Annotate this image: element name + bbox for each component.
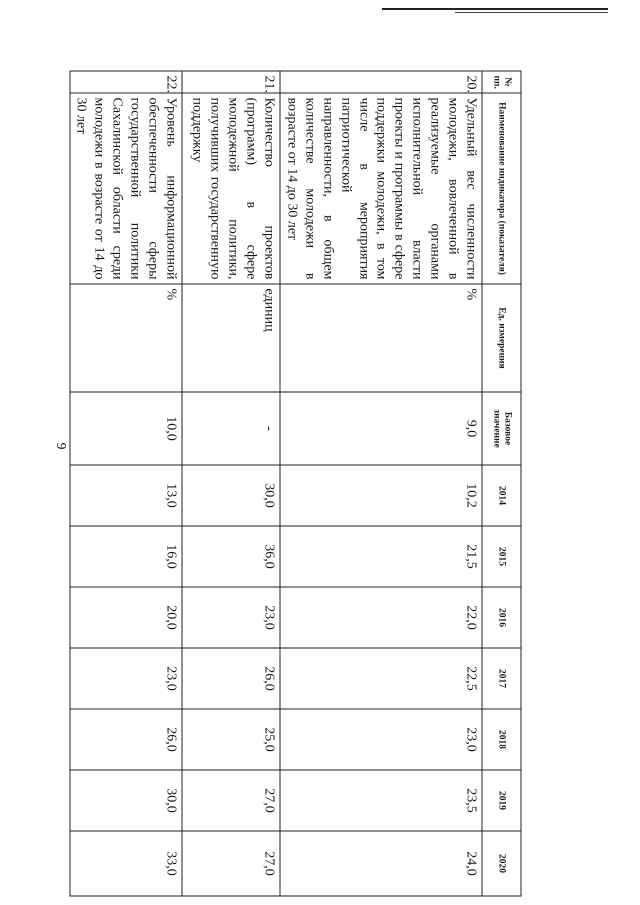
row-value-2015: 36,0 <box>182 526 280 587</box>
row-value-2016: 20,0 <box>69 587 181 648</box>
header-cell-2018: 2018 <box>482 709 521 770</box>
row-value-2019: 27,0 <box>182 770 280 831</box>
table-frame <box>73 70 521 895</box>
page-number: 9 <box>53 442 68 450</box>
header-cell-2019: 2019 <box>482 770 521 831</box>
row-value-2014: 30,0 <box>182 465 280 526</box>
header-row <box>482 71 521 896</box>
row-name: Количество проектов (программ) в сфере молодежной политики, получивших государственную поддержку <box>182 93 280 284</box>
row-value-2016: 23,0 <box>182 587 280 648</box>
row-value-2015: 16,0 <box>69 526 181 587</box>
row-value-2019: 30,0 <box>69 770 181 831</box>
row-value-2017: 26,0 <box>182 648 280 709</box>
header-rule-top <box>382 8 608 10</box>
row-name: Уровень информационной обеспеченности сферы государственной политики Сахалинской области среди молодежи в возрасте от 14 до 30 лет <box>69 93 181 284</box>
header-cell-2020: 2020 <box>482 831 521 896</box>
row-value-2019: 23,5 <box>280 770 482 831</box>
rotated-table-wrapper <box>73 70 521 895</box>
row-value-2016: 22,0 <box>280 587 482 648</box>
indicators-table <box>69 70 521 896</box>
row-value-2020: 33,0 <box>69 831 181 896</box>
row-base: - <box>182 392 280 465</box>
row-value-2014: 13,0 <box>69 465 181 526</box>
row-value-2015: 21,5 <box>280 526 482 587</box>
table-row <box>69 71 181 896</box>
row-num: 22. <box>69 71 181 93</box>
header-cell-2016: 2016 <box>482 587 521 648</box>
header-rule-bottom <box>455 12 608 13</box>
row-base: 9,0 <box>280 392 482 465</box>
row-value-2014: 10,2 <box>280 465 482 526</box>
row-num: 20. <box>280 71 482 93</box>
row-value-2018: 25,0 <box>182 709 280 770</box>
header-cell-name: Наименование индикатора (показателя) <box>482 93 521 284</box>
header-cell-2014: 2014 <box>482 465 521 526</box>
row-base: 10,0 <box>69 392 181 465</box>
table-row <box>182 71 280 896</box>
header-cell-2017: 2017 <box>482 648 521 709</box>
row-unit: % <box>69 284 181 392</box>
row-value-2020: 24,0 <box>280 831 482 896</box>
table-row <box>280 71 482 896</box>
row-value-2018: 23,0 <box>280 709 482 770</box>
row-value-2017: 23,0 <box>69 648 181 709</box>
header-cell-num: № пп. <box>482 71 521 93</box>
row-name: Удельный вес численности молодежи, вовлеченной в реализуемые органами исполнительной власти проекты и программы в сфере поддержки молодежи, в том числе в мероприятия патриотической направленности, в общем количестве молодежи в возрасте от 14 до 30 лет <box>280 93 482 284</box>
header-cell-unit: Ед. измерения <box>482 284 521 392</box>
header-cell-2015: 2015 <box>482 526 521 587</box>
header-cell-base: Базовое значение <box>482 392 521 465</box>
row-num: 21. <box>182 71 280 93</box>
row-unit: единиц <box>182 284 280 392</box>
row-value-2017: 22,5 <box>280 648 482 709</box>
row-value-2020: 27,0 <box>182 831 280 896</box>
row-unit: % <box>280 284 482 392</box>
row-value-2018: 26,0 <box>69 709 181 770</box>
